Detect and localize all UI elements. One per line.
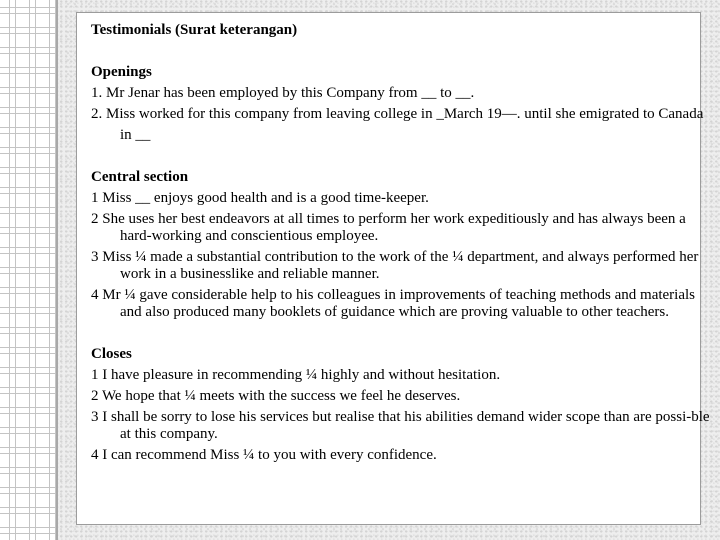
openings-heading: Openings (91, 64, 152, 80)
close-item-2: 2 We hope that ¼ meets with the success we feel he deserves. (91, 388, 461, 404)
slide-title: Testimonials (Surat keterangan) (91, 22, 298, 38)
opening-item-1: 1. Mr Jenar has been employed by this Company from __ to __. (91, 85, 475, 101)
central-item-3: 3 Miss ¼ made a substantial contribution to the work of the ¼ department, and always performed her work in a businesslike and reliable manner. (91, 249, 699, 282)
close-item-3: 3 I shall be sorry to lose his services but realise that his abilities demand wider scope than are possi-ble at this company. (91, 409, 710, 442)
spacer (91, 146, 711, 167)
decorative-side-strip (0, 0, 58, 540)
slide-content (91, 20, 711, 466)
opening-item-2: 2. Miss worked for this company from leaving college in _March 19—. until she emigrated to Canada in __ (91, 106, 704, 143)
openings-section (91, 62, 711, 146)
spacer (91, 323, 711, 344)
spacer (91, 41, 711, 62)
central-item-1: 1 Miss __ enjoys good health and is a good time-keeper. (91, 190, 429, 206)
close-item-1: 1 I have pleasure in recommending ¼ highly and without hesitation. (91, 367, 501, 383)
close-item-4: 4 I can recommend Miss ¼ to you with every confidence. (91, 447, 437, 463)
central-heading: Central section (91, 169, 189, 185)
closes-section (91, 344, 711, 466)
central-section (91, 167, 711, 323)
central-item-4: 4 Mr ¼ gave considerable help to his colleagues in improvements of teaching methods and materials and also produced many booklets of guidance which are proving valuable to other teachers. (91, 287, 695, 320)
central-item-2: 2 She uses her best endeavors at all times to perform her work expeditiously and has always been a hard-working and conscientious employee. (91, 211, 686, 244)
closes-heading: Closes (91, 346, 132, 362)
